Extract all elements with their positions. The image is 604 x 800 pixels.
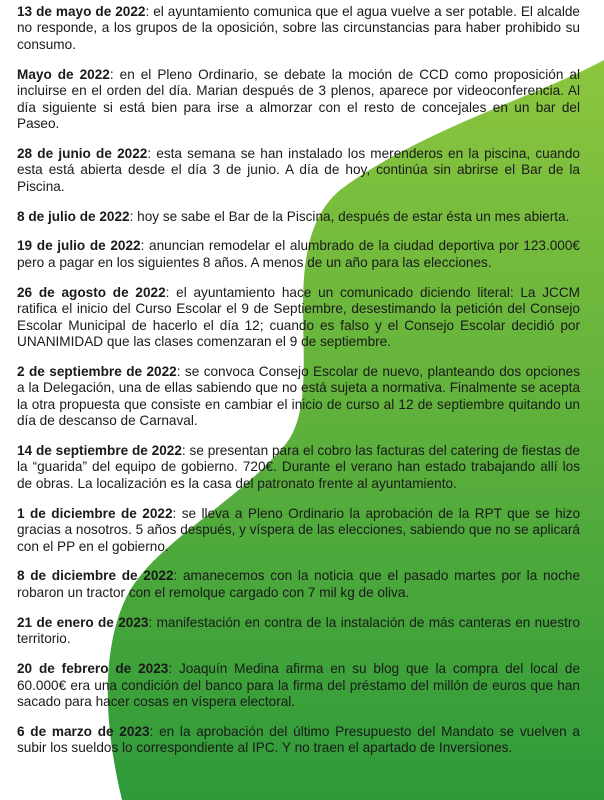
entry-text: : en la aprobación del último Presupuesto del Mandato se vuelven a subir los sueldos lo correspondiente al IPC. Y no traen el apartado de Inversiones.	[17, 723, 580, 756]
entry-text: : manifestación en contra de la instalación de más canteras en nuestro territorio.	[17, 614, 581, 647]
timeline-entry	[17, 661, 580, 710]
entry-text: : el ayuntamiento hace un comunicado diciendo literal: La JCCM ratifica el inicio del Curso Escolar el 9 de Septiembre, desestimando la petición del Consejo Escolar Municipal de hacerlo el día 12; cuando es falso y el Consejo Escolar decidió por UNANIMIDAD que las clases comenzaran el 9 de septiembre.	[17, 284, 580, 349]
entry-text: : se presentan para el cobro las facturas del catering de fiestas de la “guarida” del equipo de gobierno. 720€. Durante el verano han estado trabajando allí los de obras. La localización es la casa del patronato frente al ayuntamiento.	[17, 443, 580, 491]
timeline-entry	[17, 615, 580, 648]
timeline-list	[17, 4, 580, 770]
entry-text: : el ayuntamiento comunica que el agua vuelve a ser potable. El alcalde no responde, a los grupos de la oposición, sobre las circunstancias para haber prohibido su consumo.	[17, 4, 580, 52]
timeline-entry	[17, 67, 580, 133]
entry-date: 14 de septiembre de 2022	[17, 443, 182, 459]
entry-date: 2 de septiembre de 2022	[17, 363, 177, 379]
entry-date: 19 de julio de 2022	[17, 238, 141, 254]
entry-text: : amanecemos con la noticia que el pasado martes por la noche robaron un tractor con el remolque cargado con 7 mil kg de oliva.	[17, 568, 580, 600]
entry-text: : en el Pleno Ordinario, se debate la moción de CCD como proposición al incluirse en el orden del día. Marian después de 3 plenos, aparece por videoconferencia. Al día siguiente si está bien para irse a almorzar con el resto de concejales en un bar del Paseo.	[17, 66, 581, 131]
timeline-entry	[17, 4, 580, 53]
entry-text: : hoy se sabe el Bar de la Piscina, después de estar ésta un mes abierta.	[129, 208, 570, 224]
entry-date: 1 de diciembre de 2022	[17, 505, 173, 521]
entry-date: 6 de marzo de 2023	[17, 723, 150, 739]
timeline-entry	[17, 209, 580, 225]
entry-date: 13 de mayo de 2022	[17, 4, 146, 19]
timeline-entry	[17, 724, 580, 757]
timeline-entry	[17, 238, 580, 271]
entry-date: 26 de agosto de 2022	[17, 284, 166, 300]
entry-text: : se lleva a Pleno Ordinario la aprobación de la RPT que se hizo gracias a nosotros. 5 años después, y víspera de las elecciones, sabiendo que no se aplicará con el PP en el gobierno.	[17, 505, 581, 554]
timeline-entry	[17, 285, 580, 351]
entry-text: : anuncian remodelar el alumbrado de la ciudad deportiva por 123.000€ pero a pagar en los siguientes 8 años. A menos de un año para las elecciones.	[17, 238, 580, 270]
entry-text: : se convoca Consejo Escolar de nuevo, planteando dos opciones a la Delegación, una de ellas sabiendo que no está sujeta a normativa. Finalmente se acepta la otra propuesta que consiste en cambiar el inicio de curso al 12 de septiembre quitando un día de descanso de Carnaval.	[17, 363, 580, 429]
entry-date: 28 de junio de 2022	[17, 145, 148, 161]
entry-date: 8 de diciembre de 2022	[17, 568, 174, 584]
entry-text: : Joaquín Medina afirma en su blog que la compra del local de 60.000€ era una condición del banco para la firma del préstamo del millón de euros que han sacado para hacer cosas en víspera electoral.	[17, 661, 581, 709]
timeline-entry	[17, 146, 580, 195]
entry-date: 20 de febrero de 2023	[17, 661, 169, 677]
entry-text: : esta semana se han instalado los merenderos en la piscina, cuando esta está abierta desde el día 3 de junio. A día de hoy, continúa sin abrirse el Bar de la Piscina.	[17, 145, 580, 194]
timeline-entry	[17, 568, 580, 601]
timeline-entry	[17, 506, 580, 555]
timeline-entry	[17, 364, 580, 430]
entry-date: 21 de enero de 2023	[17, 614, 149, 630]
entry-date: 8 de julio de 2022	[17, 208, 130, 224]
timeline-entry	[17, 443, 580, 492]
entry-date: Mayo de 2022	[17, 66, 110, 82]
